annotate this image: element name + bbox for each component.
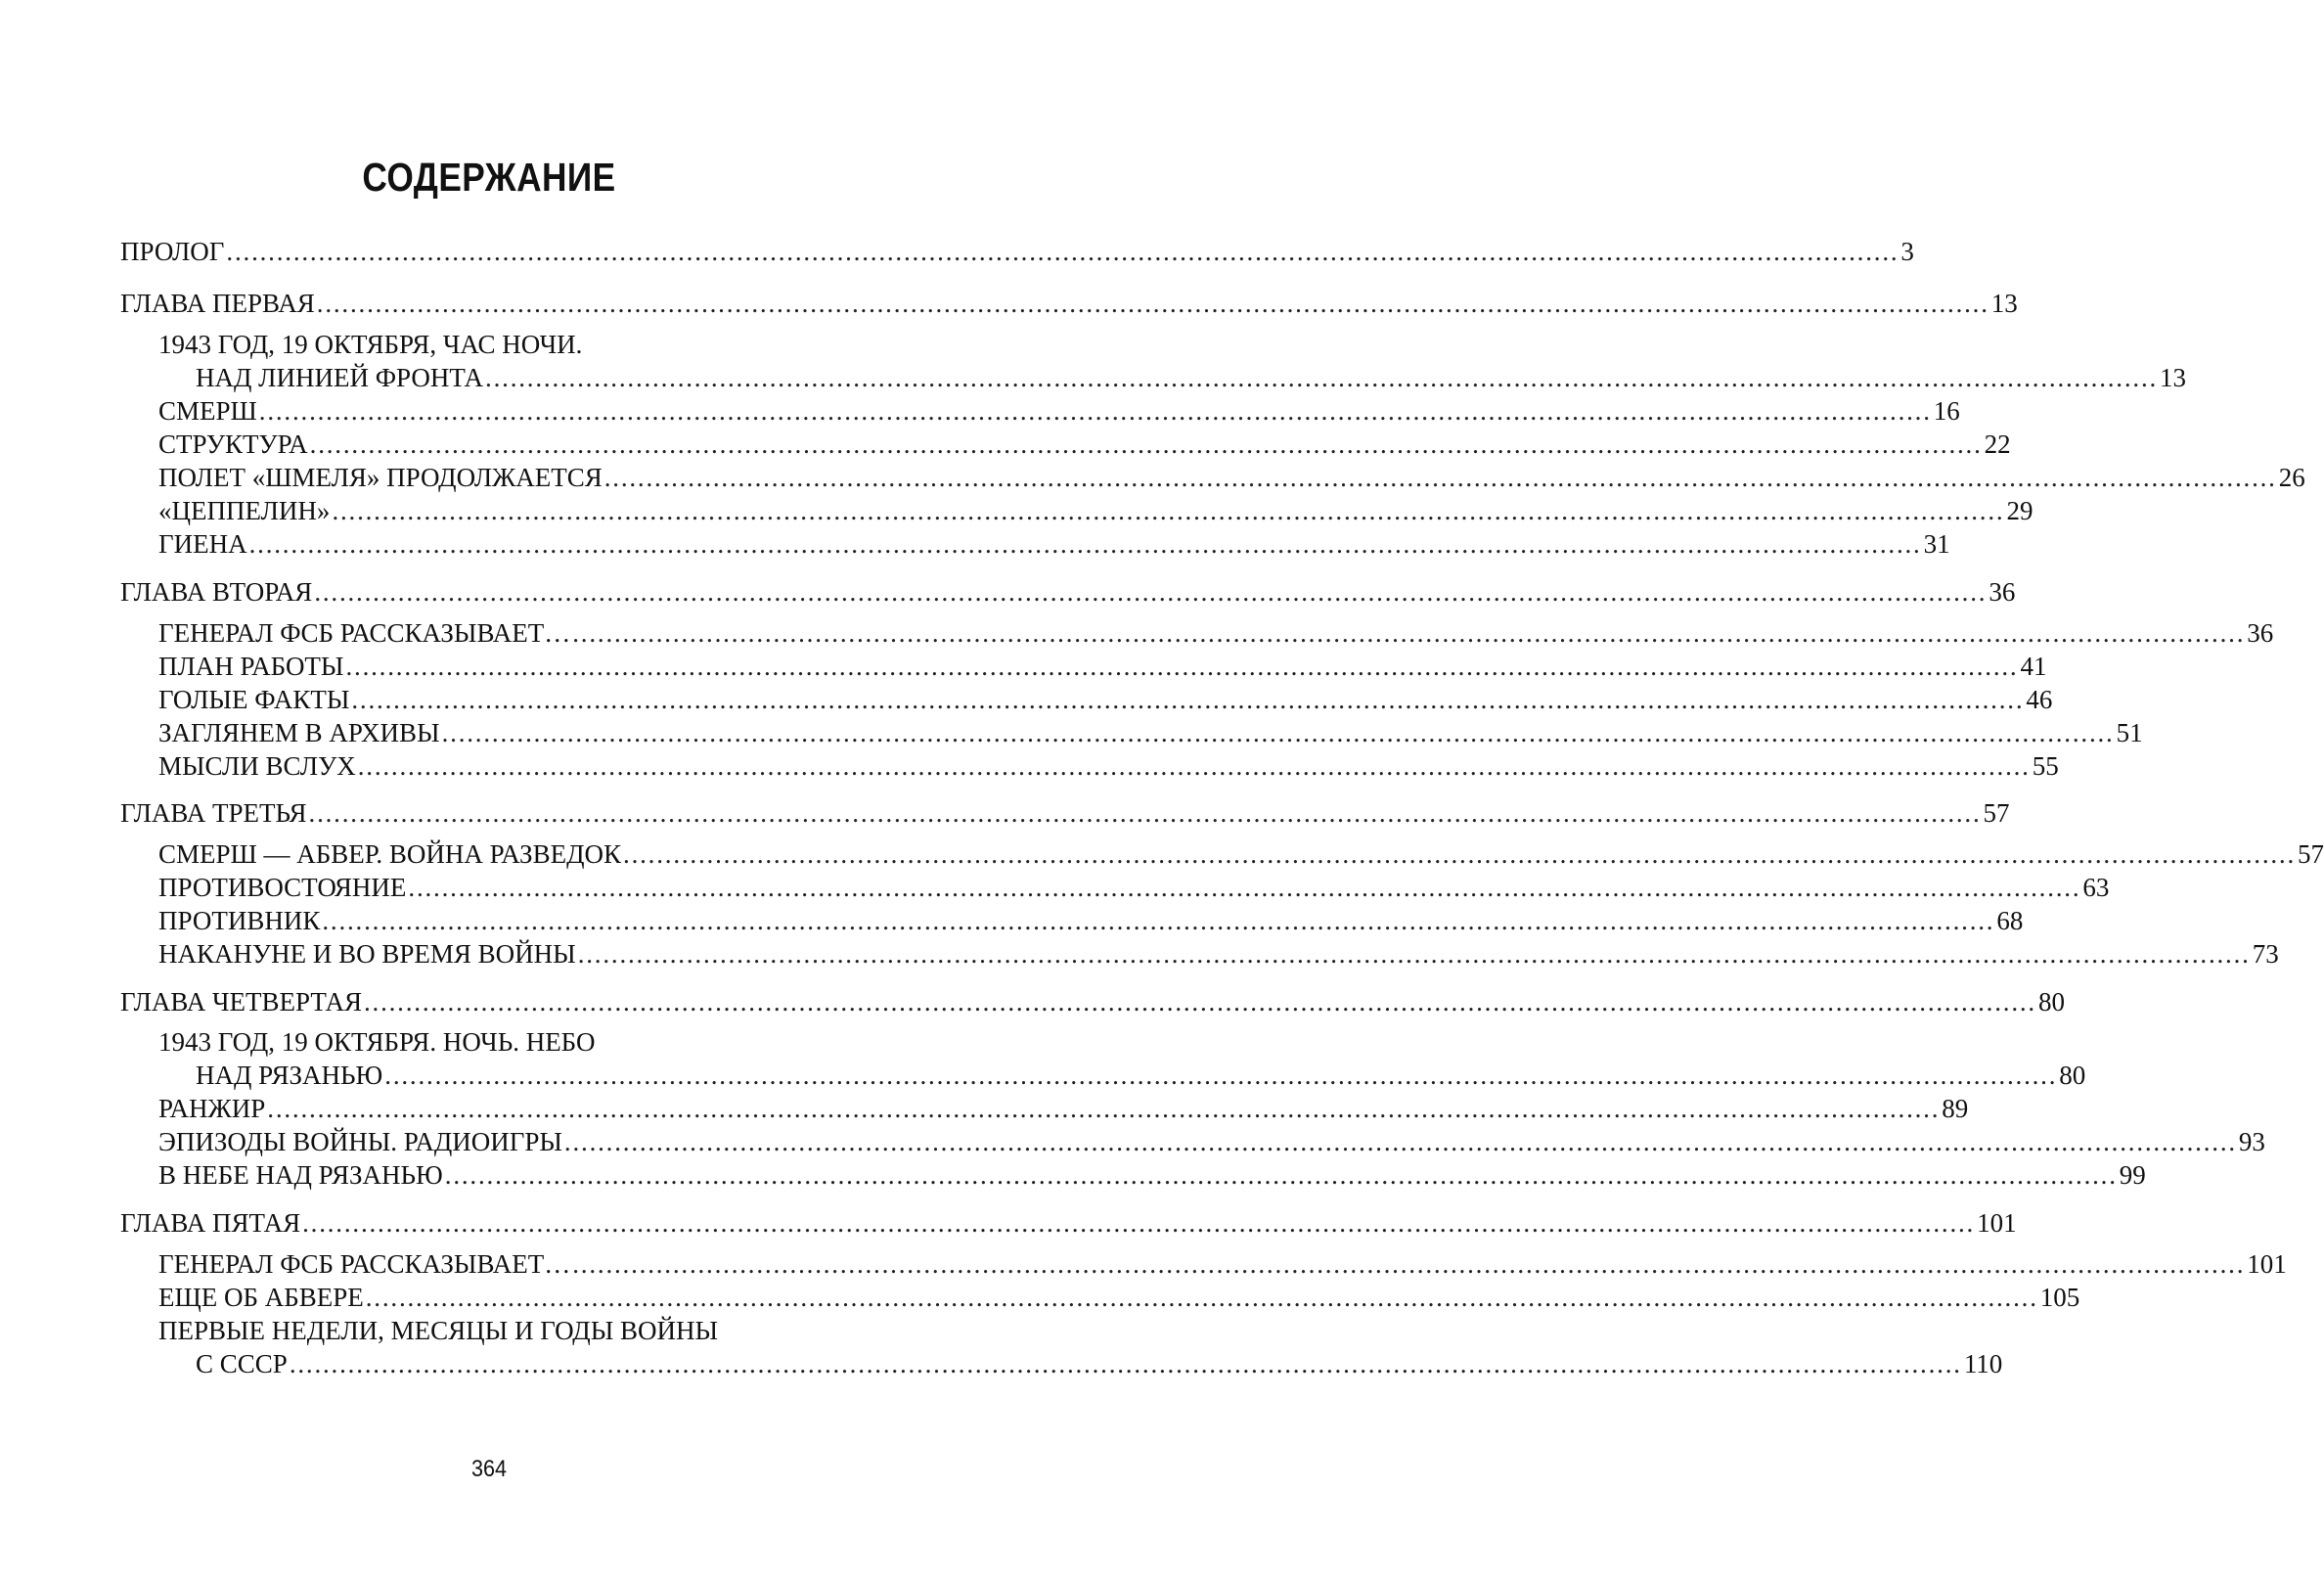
dot-leader: ........................................................................................................................................................................................................ xyxy=(357,751,2031,781)
dot-leader: ........................................................................................................................................................................................................ xyxy=(408,873,2081,902)
toc-chapter-1 xyxy=(120,284,2018,323)
dot-leader: ........................................................................................................................................................................................................ xyxy=(314,577,1988,607)
toc-page-number: 36 xyxy=(2247,618,2274,648)
dot-leader: ........................................................................................................................................................................................................ xyxy=(441,718,2115,747)
toc-entry-title: ПРОЛОГ xyxy=(120,237,225,266)
toc-page-number: 80 xyxy=(2037,987,2065,1016)
toc-subentry xyxy=(158,746,2059,786)
dot-leader: ........................................................................................................................................................................................................ xyxy=(572,618,2246,648)
toc-entry-title: ПОЛЕТ «ШМЕЛЯ» ПРОДОЛЖАЕТСЯ xyxy=(158,463,603,492)
toc-entry-title: 1943 ГОД, 19 ОКТЯБРЯ, ЧАС НОЧИ. xyxy=(158,330,583,359)
toc-page-number: 55 xyxy=(2032,751,2059,781)
toc-entry-title: НАД РЯЗАНЬЮ xyxy=(196,1061,383,1090)
toc-page-number: 57 xyxy=(1983,798,2010,828)
toc-subentry-continuation xyxy=(196,1344,2003,1383)
toc-page-number: 68 xyxy=(1996,906,2024,935)
page-number: 364 xyxy=(470,1456,508,1482)
toc-entry-title: ЕЩЕ ОБ АБВЕРЕ xyxy=(158,1283,364,1312)
toc-entry-title: ГЕНЕРАЛ ФСБ РАССКАЗЫВАЕТ… xyxy=(158,1249,571,1279)
toc-entry-title: МЫСЛИ ВСЛУХ xyxy=(158,751,356,781)
toc-entry-title: РАНЖИР xyxy=(158,1094,266,1123)
toc-entry-title: НАД ЛИНИЕЙ ФРОНТА xyxy=(196,363,484,392)
dot-leader: ........................................................................................................................................................................................................ xyxy=(365,1283,2038,1312)
toc-page-number: 89 xyxy=(1942,1094,1969,1123)
toc-page-number: 63 xyxy=(2082,873,2110,902)
toc-entry-title: ГИЕНА xyxy=(158,529,247,559)
toc-page-number: 36 xyxy=(1989,577,2016,607)
toc-entry-title: ПРОТИВНИК xyxy=(158,906,321,935)
dot-leader: ........................................................................................................................................................................................................ xyxy=(345,652,2019,681)
dot-leader: ........................................................................................................................................................................................................ xyxy=(572,1249,2246,1279)
toc-page-number: 110 xyxy=(1963,1349,2003,1378)
toc-chapter-2 xyxy=(120,572,2016,611)
page-title: СОДЕРЖАНИЕ xyxy=(362,155,616,200)
dot-leader: ........................................................................................................................................................................................................ xyxy=(226,237,1899,266)
toc-page-number: 80 xyxy=(2059,1061,2086,1090)
toc-entry-title: СМЕРШ — АБВЕР. ВОЙНА РАЗВЕДОК xyxy=(158,839,622,869)
toc-entry-title: ГЛАВА ЧЕТВЕРТАЯ xyxy=(120,987,362,1016)
toc-entry-prologue xyxy=(120,232,1914,271)
dot-leader: ........................................................................................................................................................................................................ xyxy=(248,529,1922,559)
toc-subentry xyxy=(158,934,2279,973)
toc-entry-title: ГЕНЕРАЛ ФСБ РАССКАЗЫВАЕТ… xyxy=(158,618,571,648)
toc-page-number: 101 xyxy=(1977,1208,2017,1238)
dot-leader: ........................................................................................................................................................................................................ xyxy=(623,839,2297,869)
dot-leader: ........................................................................................................................................................................................................ xyxy=(363,987,2036,1016)
toc-page-number: 99 xyxy=(2119,1160,2146,1190)
toc-entry-title: «ЦЕППЕЛИН» xyxy=(158,496,331,525)
dot-leader: ........................................................................................................................................................................................................ xyxy=(267,1094,1941,1123)
toc-entry-title: СТРУКТУРА xyxy=(158,429,308,459)
toc-chapter-5 xyxy=(120,1203,2017,1242)
dot-leader: ........................................................................................................................................................................................................ xyxy=(603,463,2277,492)
dot-leader: ........................................................................................................................................................................................................ xyxy=(332,496,2005,525)
toc-entry-title: С СССР xyxy=(196,1349,288,1378)
toc-page-number: 16 xyxy=(1933,396,1960,426)
toc-page-number: 46 xyxy=(2026,685,2053,714)
toc-entry-title: ГЛАВА ТРЕТЬЯ xyxy=(120,798,307,828)
dot-leader: ........................................................................................................................................................................................................ xyxy=(309,429,1983,459)
toc-entry-title: ГЛАВА ПЯТАЯ xyxy=(120,1208,301,1238)
toc-page-number: 13 xyxy=(1990,289,2018,318)
dot-leader: ........................................................................................................................................................................................................ xyxy=(384,1061,2058,1090)
toc-chapter-4 xyxy=(120,982,2065,1021)
dot-leader: ........................................................................................................................................................................................................ xyxy=(316,289,1989,318)
toc-entry-title: ГЛАВА ПЕРВАЯ xyxy=(120,289,315,318)
dot-leader: ........................................................................................................................................................................................................ xyxy=(302,1208,1976,1238)
toc-page-number: 73 xyxy=(2252,939,2279,969)
toc-entry-title: ЭПИЗОДЫ ВОЙНЫ. РАДИОИГРЫ xyxy=(158,1127,562,1156)
dot-leader: ........................................................................................................................................................................................................ xyxy=(322,906,1995,935)
toc-page-number: 105 xyxy=(2039,1283,2080,1312)
toc-entry-title: НАКАНУНЕ И ВО ВРЕМЯ ВОЙНЫ xyxy=(158,939,576,969)
toc-entry-title: СМЕРШ xyxy=(158,396,257,426)
dot-leader: ........................................................................................................................................................................................................ xyxy=(563,1127,2237,1156)
toc-page-number: 13 xyxy=(2160,363,2187,392)
toc-page-number: 31 xyxy=(1923,529,1950,559)
toc-page-number: 26 xyxy=(2278,463,2305,492)
toc-chapter-3 xyxy=(120,793,2010,833)
toc-entry-title: ЗАГЛЯНЕМ В АРХИВЫ xyxy=(158,718,440,747)
toc-entry-title: ПЕРВЫЕ НЕДЕЛИ, МЕСЯЦЫ И ГОДЫ ВОЙНЫ xyxy=(158,1316,719,1345)
toc-page-number: 3 xyxy=(1900,237,1914,266)
dot-leader: ........................................................................................................................................................................................................ xyxy=(444,1160,2118,1190)
dot-leader: ........................................................................................................................................................................................................ xyxy=(577,939,2251,969)
dot-leader: ........................................................................................................................................................................................................ xyxy=(351,685,2025,714)
toc-page-number: 93 xyxy=(2238,1127,2265,1156)
dot-leader: ........................................................................................................................................................................................................ xyxy=(258,396,1932,426)
toc-entry-title: ГОЛЫЕ ФАКТЫ xyxy=(158,685,350,714)
dot-leader: ........................................................................................................................................................................................................ xyxy=(289,1349,1962,1378)
toc-entry-title: ГЛАВА ВТОРАЯ xyxy=(120,577,313,607)
toc-page-number: 101 xyxy=(2247,1249,2287,1279)
toc-page-number: 51 xyxy=(2116,718,2143,747)
toc-page-number: 29 xyxy=(2006,496,2034,525)
toc-page-number: 57 xyxy=(2298,839,2324,869)
toc-entry-title: В НЕБЕ НАД РЯЗАНЬЮ xyxy=(158,1160,443,1190)
toc-entry-title: 1943 ГОД, 19 ОКТЯБРЯ. НОЧЬ. НЕБО xyxy=(158,1027,596,1057)
toc-subentry xyxy=(158,524,1950,564)
dot-leader: ........................................................................................................................................................................................................ xyxy=(308,798,1982,828)
toc-subentry xyxy=(158,1155,2146,1195)
toc-page-number: 22 xyxy=(1984,429,2011,459)
toc-entry-title: ПРОТИВОСТОЯНИЕ xyxy=(158,873,407,902)
toc-entry-title: ПЛАН РАБОТЫ xyxy=(158,652,344,681)
toc-page-number: 41 xyxy=(2020,652,2047,681)
dot-leader: ........................................................................................................................................................................................................ xyxy=(485,363,2159,392)
